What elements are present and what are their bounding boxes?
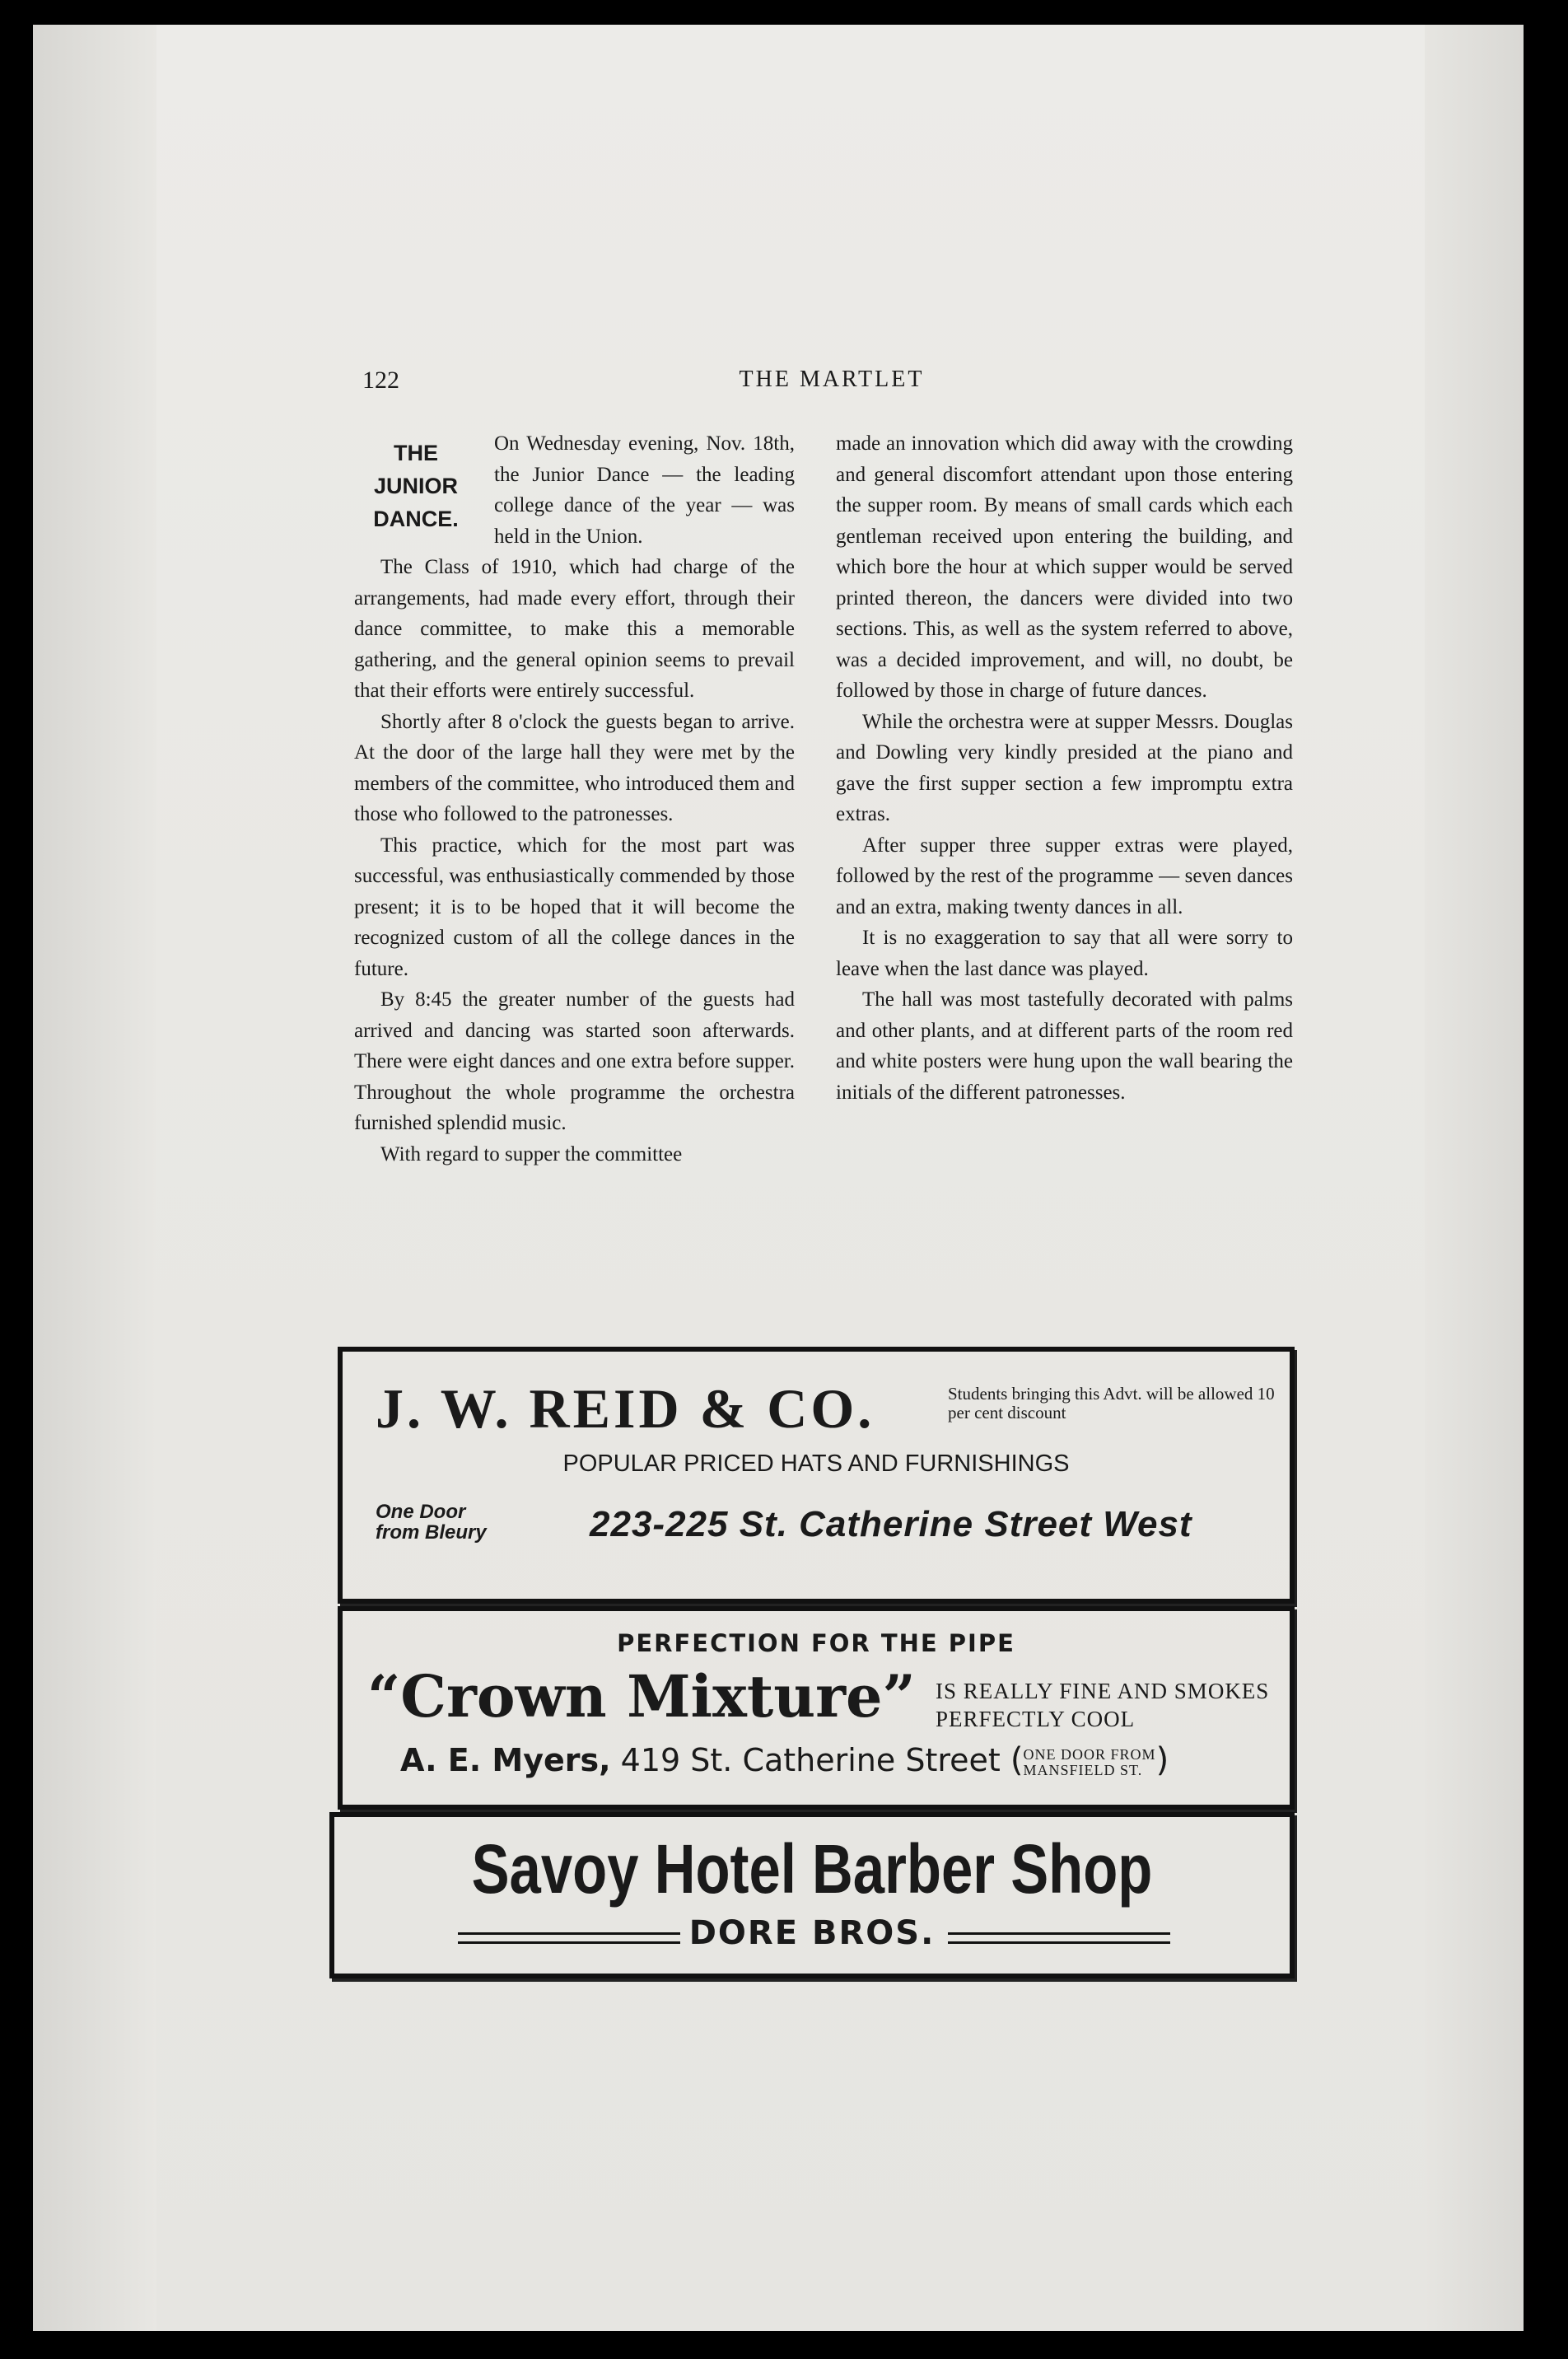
crown-door-line: ONE DOOR FROM — [1023, 1745, 1156, 1763]
crown-seller-line: A. E. Myers, 419 St. Catherine Street (ONE DOOR FROM MANSFIELD ST. ) — [400, 1741, 1169, 1779]
reid-door-note — [376, 1502, 487, 1543]
page-number: 122 — [362, 367, 399, 394]
article-paragraph: The Class of 1910, which had charge of the arrangements, had made every effort, through their dance committee, to make this a memorable gathering, and the general opinion seems to prevail that their efforts were entirely successful. — [354, 556, 795, 702]
article-paragraph: This practice, which for the most part was successful, was enthusiastically commended by those present; it is to be hoped that it will become the recognized custom of all the college dances in the future. — [354, 834, 795, 980]
crown-address: 419 St. Catherine Street — [620, 1742, 1001, 1778]
crown-door-note — [1024, 1747, 1156, 1778]
article-heading-line: JUNIOR — [373, 474, 458, 498]
reid-door-line: One Door — [376, 1501, 466, 1523]
reid-advertisement — [338, 1347, 1295, 1604]
article-paragraph: made an innovation which did away with the crowding and general discomfort attendant upon those entering the supper room. By means of small cards which each gentleman received upon entering the building, and which bore the hour at which supper would be served printed thereon, the dancers were divided into two sections. This, as well as the system referred to above, was a decided improvement, and will, no doubt, be followed by those in charge of future dances. — [836, 432, 1293, 702]
crown-mixture-advertisement — [338, 1606, 1295, 1810]
article-paragraph: On Wednesday evening, Nov. 18th, the Junior Dance — the leading college dance of the year — was held in the Union. — [494, 432, 795, 548]
page-fold-edge — [1425, 25, 1524, 2331]
article-paragraph: By 8:45 the greater number of the guests had arrived and dancing was started soon afterwards. There were eight dances and one extra before supper. Throughout the whole programme the orchestra furnished splendid music. — [354, 988, 795, 1134]
reid-tagline: POPULAR PRICED HATS AND FURNISHINGS — [562, 1450, 1070, 1477]
running-head: THE MARTLET — [739, 367, 925, 392]
decorative-rule-right — [948, 1932, 1170, 1944]
crown-note-line: PERFECTLY COOL — [936, 1707, 1136, 1731]
crown-seller-name: A. E. Myers, — [400, 1742, 611, 1778]
reid-door-line: from Bleury — [376, 1521, 487, 1544]
article-heading-line: THE — [394, 441, 438, 465]
article-paragraph: While the orchestra were at supper Messrs. Douglas and Dowling very kindly presided at the piano and gave the first supper section a few impromptu extra extras. — [836, 710, 1293, 825]
crown-smoke-note — [936, 1677, 1269, 1733]
crown-headline: PERFECTION FOR THE PIPE — [617, 1629, 1015, 1657]
article-heading-line: DANCE. — [373, 507, 459, 531]
reid-company-name: J. W. REID & CO. — [376, 1377, 875, 1440]
article-paragraph: Shortly after 8 o'clock the guests began to arrive. At the door of the large hall they were met by the members of the committee, who introduced them and those who followed to the patronesses. — [354, 710, 795, 825]
savoy-title: Savoy Hotel Barber Shop — [471, 1830, 1153, 1908]
crown-door-line: MANSFIELD ST. — [1023, 1761, 1143, 1778]
crown-brand-name: “Crown Mixture” — [367, 1662, 916, 1731]
article-paragraph: The hall was most tastefully decorated with palms and other plants, and at different parts of the room red and white posters were hung upon the wall bearing the initials of the different patronesses. — [836, 988, 1293, 1104]
savoy-advertisement — [329, 1812, 1295, 1978]
article-column-right — [836, 428, 1293, 1108]
article-heading — [354, 437, 478, 535]
reid-address: 223-225 St. Catherine Street West — [590, 1504, 1192, 1544]
crown-note-line: IS REALLY FINE AND SMOKES — [936, 1679, 1270, 1703]
article-paragraph: It is no exaggeration to say that all were sorry to leave when the last dance was played. — [836, 927, 1293, 980]
article-column-left — [354, 428, 795, 1170]
savoy-subtitle: DORE BROS. — [688, 1914, 936, 1952]
article-paragraph: After supper three supper extras were played, followed by the rest of the programme — seven dances and an extra, making twenty dances in all. — [836, 834, 1293, 918]
reid-discount-note: Students bringing this Advt. will be allowed 10 per cent discount — [948, 1384, 1275, 1422]
article-paragraph: With regard to supper the committee — [380, 1142, 683, 1165]
